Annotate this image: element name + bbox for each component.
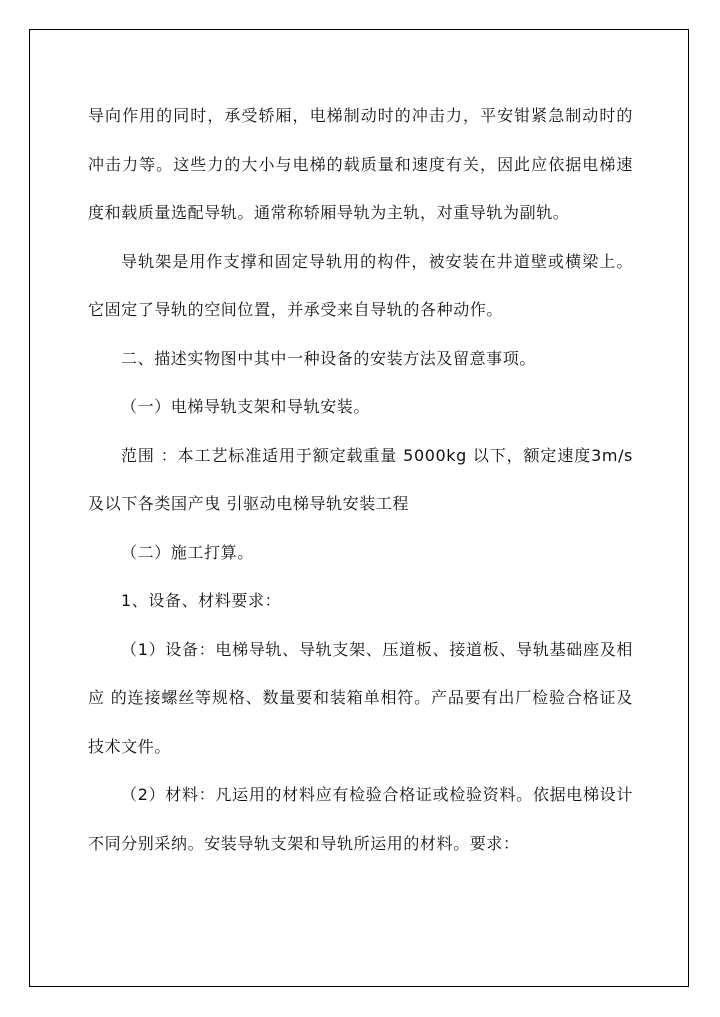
- document-body: [88, 92, 633, 868]
- paragraph-material-requirements: （2）材料：凡运用的材料应有检验合格证或检验资料。依据电梯设计不同分别采纳。安装导轨支架和导轨所运用的材料。要求：: [88, 785, 633, 853]
- paragraph-equipment-requirements: （1）设备：电梯导轨、导轨支架、压道板、接道板、导轨基础座及相应 的连接螺丝等规格、数量要和装箱单相符。产品要有出厂检验合格证及技术文件。: [88, 639, 633, 756]
- paragraph-scope: 范围 ：本工艺标准适用于额定载重量 5000kg 以下，额定速度3m/s 及以下各类国产曳 引驱动电梯导轨安装工程: [88, 445, 633, 513]
- paragraph-rail-bracket-definition: 导轨架是用作支撑和固定导轨用的构件，被安装在井道壁或横梁上。它固定了导轨的空间位置，并承受来自导轨的各种动作。: [88, 251, 633, 319]
- section-heading-installation-method: 二、描述实物图中其中一种设备的安装方法及留意事项。: [121, 348, 537, 368]
- paragraph-guide-rail-function: 导向作用的同时，承受轿厢，电梯制动时的冲击力，平安钳紧急制动时的冲击力等。这些力的大小与电梯的载质量和速度有关，因此应依据电梯速度和载质量选配导轨。通常称轿厢导轨为主轨，对重导轨为副轨。: [88, 106, 633, 222]
- heading-equipment-materials: 1、设备、材料要求：: [121, 591, 282, 610]
- subsection-heading-construction-prep: （二）施工打算。: [121, 542, 254, 562]
- subsection-heading-bracket-and-rail: （一）电梯导轨支架和导轨安装。: [121, 397, 371, 416]
